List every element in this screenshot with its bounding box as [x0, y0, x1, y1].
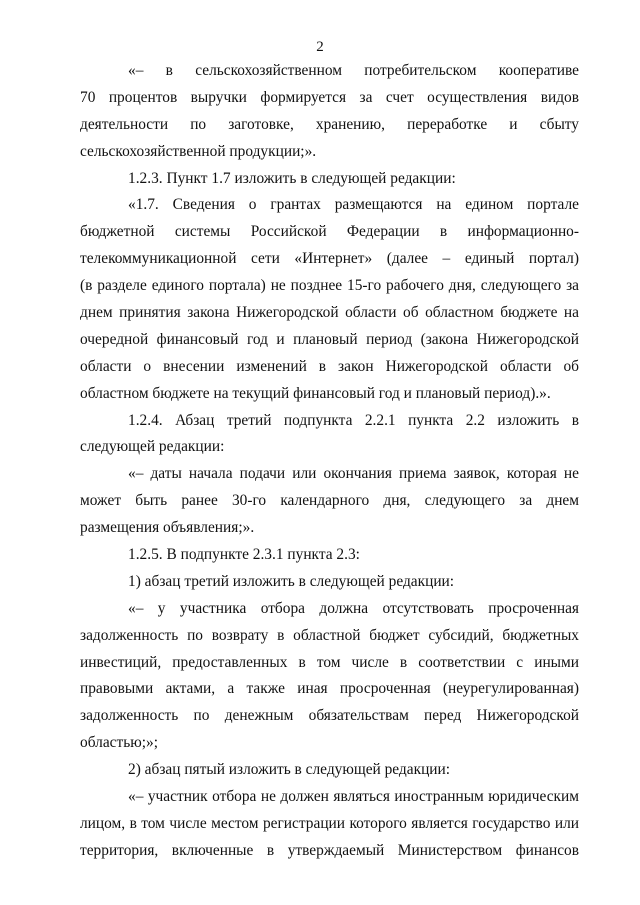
text-line: правовыми актами, а также иная просроченная (неурегулированная) [80, 680, 579, 698]
paragraph-quote-debt [80, 596, 579, 757]
paragraph-quote-cooperative [80, 58, 579, 166]
text-line: (в разделе единого портала) не позднее 15-го рабочего дня, следующего за [80, 277, 579, 295]
text-line: следующей редакции: [80, 438, 225, 456]
text-line: очередной финансовый год и плановый период (закона Нижегородской [80, 330, 579, 348]
text-line: «– в сельскохозяйственном потребительском кооперативе [128, 62, 579, 79]
text-line: днем принятия закона Нижегородской области об областном бюджете на [80, 304, 579, 322]
text-line: телекоммуникационной сети «Интернет» (далее – единый портал) [80, 250, 579, 268]
text-line: «– участник отбора не должен являться иностранным юридическим [128, 788, 579, 806]
page-number: 2 [316, 39, 324, 55]
paragraph-item-1-2-3 [80, 166, 579, 193]
text-line: размещения объявления;». [80, 519, 255, 537]
text-line: 1.2.4. Абзац третий подпункта 2.2.1 пункта 2.2 изложить в [128, 411, 579, 429]
text-line: территория, включенные в утверждаемый Министерством финансов [80, 841, 579, 859]
text-line: 1.2.3. Пункт 1.7 изложить в следующей редакции: [128, 169, 456, 187]
paragraph-quote-foreign [80, 784, 579, 865]
text-line: «– даты начала подачи или окончания приема заявок, которая не [128, 465, 579, 483]
text-line: «– у участника отбора должна отсутствовать просроченная [128, 599, 579, 617]
paragraph-subitem-2 [80, 757, 579, 784]
paragraph-quote-dates [80, 461, 579, 542]
text-line: областью;»; [80, 734, 158, 752]
text-line: сельскохозяйственной продукции;». [80, 142, 317, 160]
document-body [80, 58, 579, 865]
paragraph-item-1-2-5 [80, 542, 579, 569]
text-line: задолженность по денежным обязательствам перед Нижегородской [80, 707, 579, 725]
text-line: инвестиций, предоставленных в том числе в соответствии с иными [80, 653, 579, 671]
text-line: лицом, в том числе местом регистрации которого является государство или [80, 814, 579, 832]
paragraph-quote-1-7 [80, 192, 579, 407]
text-line: 70 процентов выручки формируется за счет осуществления видов [80, 88, 579, 106]
paragraph-subitem-1 [80, 569, 579, 596]
text-line: областном бюджете на текущий финансовый год и плановый период).». [80, 384, 551, 402]
text-line: может быть ранее 30-го календарного дня, следующего за днем [80, 492, 579, 510]
text-line: 2) абзац пятый изложить в следующей редакции: [128, 761, 451, 779]
text-line: 1.2.5. В подпункте 2.3.1 пункта 2.3: [128, 546, 360, 564]
text-line: «1.7. Сведения о грантах размещаются на едином портале [128, 196, 579, 214]
text-line: 1) абзац третий изложить в следующей редакции: [128, 572, 455, 590]
text-line: задолженность по возврату в областной бюджет субсидий, бюджетных [80, 626, 579, 644]
text-line: деятельности по заготовке, хранению, переработке и сбыту [80, 115, 579, 133]
paragraph-item-1-2-4 [80, 408, 579, 462]
text-line: бюджетной системы Российской Федерации в информационно- [80, 223, 579, 241]
text-line: области о внесении изменений в закон Нижегородской области об [80, 357, 579, 375]
